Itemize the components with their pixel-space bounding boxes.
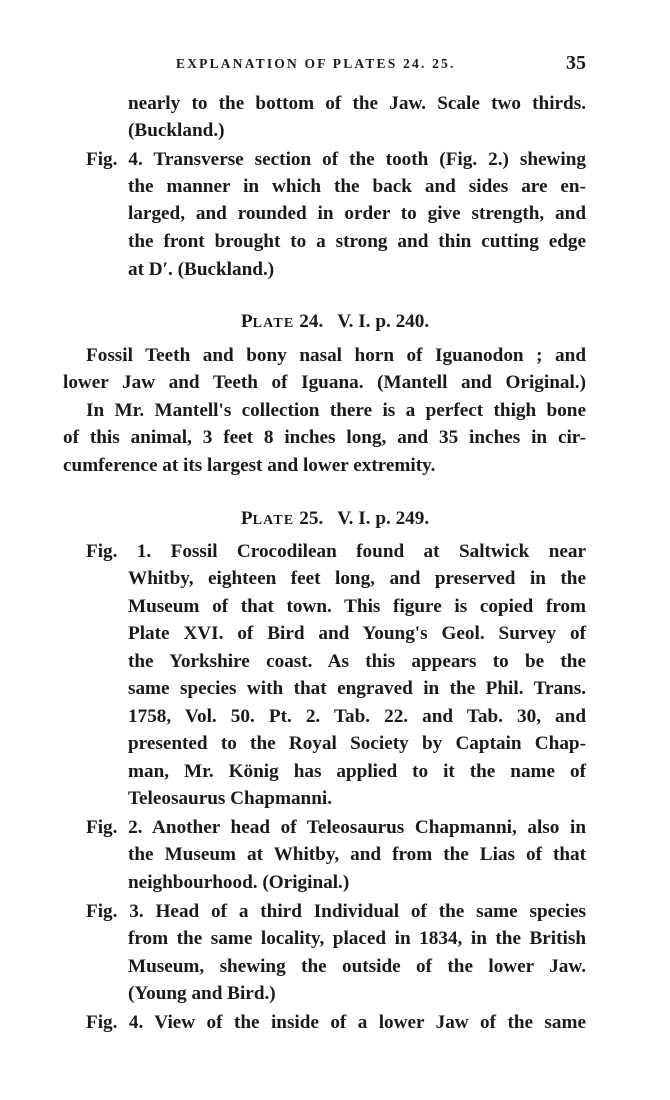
text-line: Fig. 2. Another head of Teleosaurus Chapmanni, also in (86, 817, 586, 838)
text-line: cumference at its largest and lower extremity. (63, 455, 436, 476)
running-title: EXPLANATION OF PLATES 24. 25. (176, 56, 456, 71)
text-line: the front brought to a strong and thin cutting edge (128, 231, 586, 252)
text-line: Teleosaurus Chapmanni. (128, 788, 333, 809)
text-line: from the same locality, placed in 1834, in the British (128, 928, 586, 949)
text-line: (Buckland.) (128, 120, 225, 141)
running-head (0, 52, 670, 76)
text-line: 1758, Vol. 50. Pt. 2. Tab. 22. and Tab. 30, and (128, 706, 586, 727)
text-line: Fig. 1. Fossil Crocodilean found at Saltwick near (86, 541, 586, 562)
text-line: Fig. 4. Transverse section of the tooth (Fig. 2.) shewing (86, 149, 586, 170)
text-line: presented to the Royal Society by Captain Chap- (128, 733, 586, 754)
text-line: lower Jaw and Teeth of Iguana. (Mantell and Original.) (63, 372, 586, 393)
text-line: the Museum at Whitby, and from the Lias of that (128, 844, 586, 865)
text-line: Plate XVI. of Bird and Young's Geol. Survey of (128, 623, 586, 644)
text-line: Fig. 4. View of the inside of a lower Jaw of the same (86, 1012, 586, 1033)
text-line: Whitby, eighteen feet long, and preserved in the (128, 568, 586, 589)
text-line: Fig. 3. Head of a third Individual of the same species (86, 901, 586, 922)
plate-25-heading: PLATE 25. V. I. p. 249. (240, 508, 430, 529)
text-line: neighbourhood. (Original.) (128, 872, 350, 893)
text-line: the Yorkshire coast. As this appears to be the (128, 651, 586, 672)
text-line: of this animal, 3 feet 8 inches long, and 35 inches in cir- (63, 427, 586, 448)
text-line: Museum of that town. This figure is copied from (128, 596, 586, 617)
plate-24-heading: PLATE 24. V. I. p. 240. (240, 311, 430, 332)
text-line: Museum, shewing the outside of the lower Jaw. (128, 956, 586, 977)
text-line: Fossil Teeth and bony nasal horn of Iguanodon ; and (86, 345, 586, 366)
text-line: nearly to the bottom of the Jaw. Scale two thirds. (128, 93, 586, 114)
text-line: the manner in which the back and sides are en- (128, 176, 586, 197)
text-line: same species with that engraved in the Phil. Trans. (128, 678, 586, 699)
page-number: 35 (566, 52, 586, 74)
text-line: larged, and rounded in order to give strength, and (128, 203, 586, 224)
text-line: (Young and Bird.) (128, 983, 276, 1004)
text-line: at D′. (Buckland.) (128, 259, 275, 280)
text-line: man, Mr. König has applied to it the name of (128, 761, 586, 782)
text-line: In Mr. Mantell's collection there is a perfect thigh bone (86, 400, 586, 421)
